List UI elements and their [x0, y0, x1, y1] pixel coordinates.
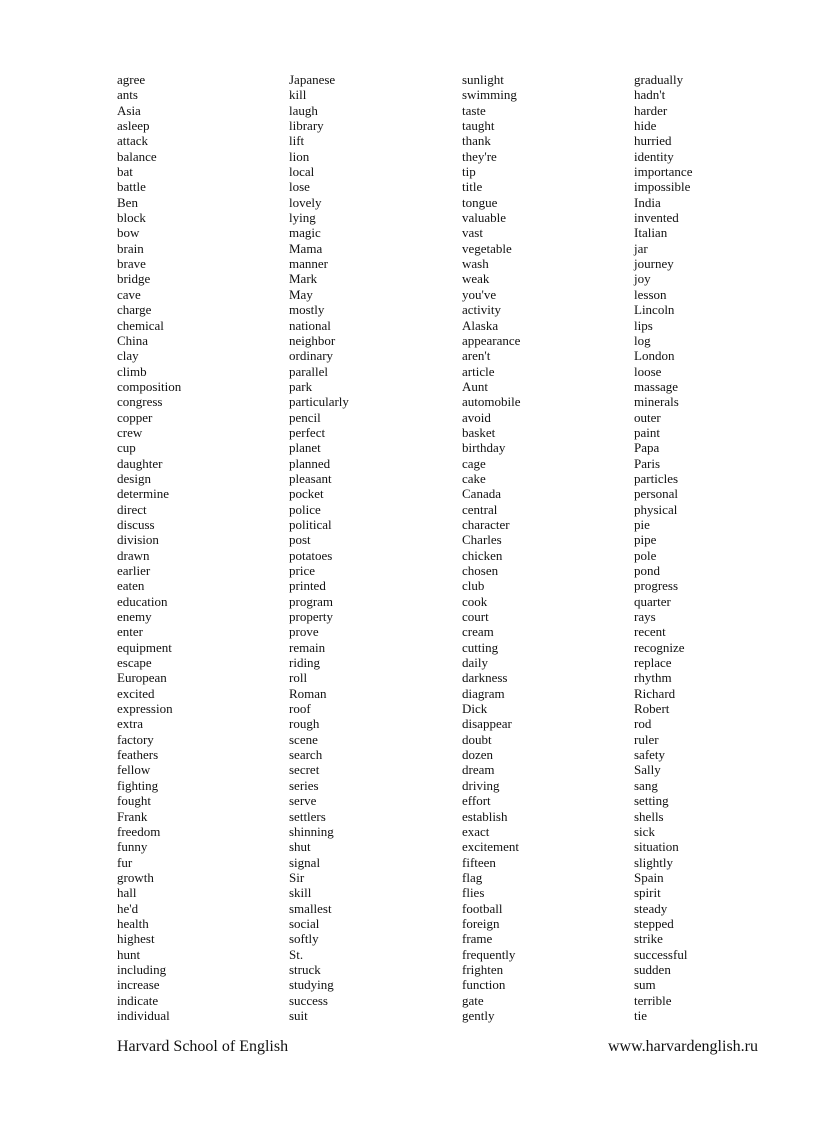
word-item: wash [462, 256, 489, 272]
word-item: setting [634, 793, 669, 809]
word-item: lips [634, 317, 653, 333]
word-item: sum [634, 977, 656, 993]
word-item: rod [634, 716, 652, 732]
word-item: pole [634, 547, 657, 563]
word-item: Aunt [462, 378, 488, 394]
word-item: factory [117, 731, 154, 747]
word-item: harder [634, 102, 668, 118]
word-item: printed [289, 578, 326, 594]
word-item: hide [634, 118, 657, 134]
word-item: automobile [462, 394, 521, 410]
word-item: personal [634, 486, 679, 502]
word-item: India [634, 194, 661, 210]
word-item: terrible [634, 992, 672, 1008]
word-item: tip [462, 164, 476, 180]
word-item: disappear [462, 716, 512, 732]
word-item: flies [462, 885, 485, 901]
word-item: rough [289, 716, 320, 732]
word-item: Spain [634, 869, 664, 885]
word-item: Italian [634, 225, 668, 241]
word-item: softly [289, 931, 319, 947]
word-item: fifteen [462, 854, 496, 870]
word-item: growth [117, 869, 154, 885]
word-item: planet [289, 440, 321, 456]
word-item: brain [117, 240, 144, 256]
word-item: football [462, 900, 503, 916]
word-item: direct [117, 501, 147, 517]
word-item: flag [462, 869, 483, 885]
word-item: chemical [117, 317, 164, 333]
word-item: recent [634, 624, 666, 640]
word-item: cutting [462, 639, 499, 655]
word-item: chicken [462, 547, 503, 563]
word-item: lift [289, 133, 305, 149]
word-item: hunt [117, 946, 141, 962]
word-item: vegetable [462, 240, 512, 256]
word-item: Mark [289, 271, 318, 287]
footer-website: www.harvardenglish.ru [607, 1038, 758, 1055]
word-item: fur [117, 854, 133, 870]
word-item: club [462, 578, 485, 594]
word-item: invented [634, 210, 679, 226]
word-item: character [462, 516, 510, 532]
word-item: spirit [634, 885, 661, 901]
word-item: serve [289, 793, 317, 809]
word-item: lion [289, 148, 310, 164]
word-item: prove [289, 624, 319, 640]
word-item: expression [117, 701, 173, 717]
word-item: post [289, 532, 311, 548]
word-item: lose [289, 179, 310, 195]
word-item: studying [289, 977, 334, 993]
word-item: journey [634, 256, 674, 272]
word-item: lesson [634, 286, 667, 302]
word-item: education [117, 593, 168, 609]
word-item: recognize [634, 639, 685, 655]
word-item: potatoes [289, 547, 333, 563]
word-item: title [462, 179, 483, 195]
word-item: European [117, 670, 167, 686]
word-item: scene [289, 731, 318, 747]
word-item: determine [117, 486, 169, 502]
word-item: function [462, 977, 506, 993]
word-item: balance [117, 148, 157, 164]
word-item: loose [634, 363, 662, 379]
word-item: Charles [462, 532, 502, 548]
word-item: cream [462, 624, 494, 640]
word-item: sudden [634, 961, 671, 977]
word-item: weak [462, 271, 490, 287]
word-item: pencil [289, 409, 321, 425]
word-item: local [289, 164, 315, 180]
word-item: climb [117, 363, 147, 379]
word-item: perfect [289, 424, 326, 440]
word-item: foreign [462, 915, 500, 931]
word-item: article [462, 363, 495, 379]
word-item: price [289, 563, 315, 578]
word-item: individual [117, 1007, 170, 1023]
word-item: cook [462, 593, 488, 609]
word-item: riding [289, 655, 321, 671]
word-item: Canada [462, 486, 501, 502]
word-item: roll [289, 670, 308, 686]
word-item: appearance [462, 332, 521, 348]
word-item: secret [289, 762, 320, 778]
word-item: property [289, 609, 334, 625]
word-item: steady [634, 900, 668, 916]
word-item: replace [634, 655, 672, 671]
word-item: mostly [289, 302, 325, 318]
word-item: minerals [634, 394, 679, 410]
word-item: Dick [462, 701, 488, 717]
word-item: China [117, 332, 149, 348]
word-item: Robert [634, 701, 670, 717]
word-item: vast [462, 225, 483, 241]
word-item: division [117, 532, 159, 548]
word-item: gate [462, 992, 484, 1008]
word-item: bow [117, 225, 140, 241]
word-item: massage [634, 378, 679, 394]
word-item: birthday [462, 440, 506, 456]
word-item: neighbor [289, 332, 336, 348]
word-item: fellow [117, 762, 151, 778]
word-item: fighting [117, 777, 159, 793]
word-item: park [289, 378, 313, 394]
word-item: diagram [462, 685, 505, 701]
word-item: battle [117, 179, 146, 195]
word-item: Mama [289, 240, 323, 256]
word-item: outer [634, 409, 661, 425]
word-item: cave [117, 286, 141, 302]
word-item: dozen [462, 747, 494, 763]
word-item: shells [634, 808, 664, 824]
word-item: funny [117, 839, 148, 855]
word-item: earlier [117, 563, 151, 578]
word-column-3 [462, 72, 521, 1023]
word-item: cup [117, 440, 136, 456]
word-item: suit [289, 1007, 308, 1023]
word-item: signal [289, 854, 321, 870]
word-item: roof [289, 701, 311, 717]
word-item: success [289, 992, 328, 1008]
word-item: strike [634, 931, 663, 947]
word-item: struck [289, 961, 321, 977]
word-item: effort [462, 793, 491, 809]
word-item: establish [462, 808, 508, 824]
word-item: basket [462, 424, 496, 440]
word-item: escape [117, 655, 152, 671]
word-item: dream [462, 762, 495, 778]
word-item: central [462, 501, 498, 517]
word-item: identity [634, 148, 674, 164]
word-item: Frank [117, 808, 148, 824]
word-item: particularly [289, 394, 349, 410]
word-item: parallel [289, 363, 328, 379]
word-item: kill [289, 87, 307, 103]
word-item: London [634, 348, 675, 364]
word-item: hall [117, 885, 137, 901]
word-item: laugh [289, 102, 318, 118]
word-item: crew [117, 424, 143, 440]
word-item: attack [117, 133, 149, 149]
word-item: highest [117, 931, 155, 947]
word-item: feathers [117, 747, 159, 763]
word-item: log [634, 332, 651, 348]
word-item: tongue [462, 194, 498, 210]
word-item: composition [117, 378, 182, 394]
word-item: sang [634, 777, 658, 793]
word-item: police [289, 501, 321, 517]
word-item: Lincoln [634, 302, 675, 318]
word-item: lying [289, 210, 316, 226]
word-item: hadn't [634, 87, 666, 103]
word-item: sick [634, 823, 655, 839]
word-item: chosen [462, 563, 499, 578]
word-column-4 [634, 72, 692, 1023]
word-item: gradually [634, 72, 684, 87]
word-item: social [289, 915, 320, 931]
word-item: quarter [634, 593, 671, 609]
word-item: indicate [117, 992, 159, 1008]
word-item: bat [117, 164, 133, 180]
word-item: brave [117, 256, 146, 272]
word-item: Ben [117, 194, 138, 210]
word-item: progress [634, 578, 679, 594]
word-item: ordinary [289, 348, 334, 364]
word-item: increase [117, 977, 160, 993]
word-item: smallest [289, 900, 332, 916]
word-item: enter [117, 624, 143, 640]
word-item: jar [634, 240, 648, 256]
word-item: Asia [117, 102, 141, 118]
word-item: including [117, 961, 167, 977]
word-item: planned [289, 455, 331, 471]
word-item: Sally [634, 762, 661, 778]
word-item: rhythm [634, 670, 672, 686]
word-item: pipe [634, 532, 657, 548]
word-item: remain [289, 639, 326, 655]
word-item: Japanese [289, 72, 336, 87]
word-item: frame [462, 931, 493, 947]
word-item: pleasant [289, 470, 332, 486]
word-item: magic [289, 225, 321, 241]
word-item: rays [634, 609, 656, 625]
word-item: paint [634, 424, 660, 440]
word-item: series [289, 777, 319, 793]
word-item: congress [117, 394, 163, 410]
word-item: darkness [462, 670, 508, 686]
word-item: Alaska [462, 317, 499, 333]
word-item: doubt [462, 731, 492, 747]
word-item: bridge [117, 271, 151, 287]
word-item: physical [634, 501, 678, 517]
word-item: they're [462, 148, 497, 164]
word-item: manner [289, 256, 328, 272]
word-item: daughter [117, 455, 163, 471]
word-column-1 [117, 72, 181, 1023]
word-item: St. [289, 946, 304, 962]
word-item: freedom [117, 823, 161, 839]
word-item: Paris [634, 455, 660, 471]
word-item: asleep [117, 118, 150, 134]
word-column-2 [289, 72, 349, 1023]
word-item: excited [117, 685, 155, 701]
word-item: cage [462, 455, 486, 471]
word-item: Roman [289, 685, 327, 701]
word-item: ruler [634, 731, 659, 747]
word-item: health [117, 915, 149, 931]
word-item: thank [462, 133, 491, 149]
word-item: frighten [462, 961, 504, 977]
word-item: drawn [117, 547, 150, 563]
word-item: eaten [117, 578, 145, 594]
word-item: court [462, 609, 489, 625]
word-item: pond [634, 563, 660, 578]
word-item: enemy [117, 609, 152, 625]
word-item: he'd [117, 900, 139, 916]
word-item: aren't [462, 348, 491, 364]
word-item: impossible [634, 179, 691, 195]
word-item: library [289, 118, 324, 134]
word-item: particles [634, 470, 679, 486]
word-item: frequently [462, 946, 516, 962]
footer-school-name: Harvard School of English [117, 1038, 289, 1055]
word-item: charge [117, 302, 152, 318]
word-item: gently [462, 1007, 495, 1023]
word-item: block [117, 210, 146, 226]
word-item: copper [117, 409, 153, 425]
word-item: discuss [117, 516, 155, 532]
word-item: hurried [634, 133, 672, 149]
word-item: skill [289, 885, 312, 901]
word-item: situation [634, 839, 679, 855]
word-item: pie [634, 516, 650, 532]
word-item: May [289, 286, 313, 302]
word-item: exact [462, 823, 490, 839]
word-item: excitement [462, 839, 520, 855]
word-item: extra [117, 716, 143, 732]
word-item: importance [634, 164, 693, 180]
word-item: sunlight [462, 72, 504, 87]
word-item: Richard [634, 685, 676, 701]
word-item: joy [634, 271, 651, 287]
word-item: driving [462, 777, 500, 793]
word-item: equipment [117, 639, 172, 655]
word-item: lovely [289, 194, 322, 210]
word-item: slightly [634, 854, 674, 870]
word-item: program [289, 593, 334, 609]
word-item: Papa [634, 440, 660, 456]
word-item: valuable [462, 210, 507, 226]
word-item: taught [462, 118, 495, 134]
word-item: you've [462, 286, 497, 302]
word-item: successful [634, 946, 688, 962]
word-item: cake [462, 470, 486, 486]
word-item: ants [117, 87, 138, 103]
word-item: settlers [289, 808, 326, 824]
word-item: stepped [634, 915, 674, 931]
word-item: shut [289, 839, 311, 855]
word-item: political [289, 516, 332, 532]
word-item: safety [634, 747, 666, 763]
word-item: shinning [289, 823, 334, 839]
word-item: avoid [462, 409, 491, 425]
word-item: daily [462, 655, 488, 671]
word-item: pocket [289, 486, 324, 502]
word-item: activity [462, 302, 501, 318]
word-item: tie [634, 1007, 647, 1023]
word-item: agree [117, 72, 146, 87]
word-item: national [289, 317, 331, 333]
word-item: design [117, 470, 151, 486]
word-item: fought [117, 793, 151, 809]
word-item: clay [117, 348, 139, 364]
word-item: search [289, 747, 323, 763]
word-item: taste [462, 102, 486, 118]
word-item: Sir [289, 869, 305, 885]
word-item: swimming [462, 87, 517, 103]
